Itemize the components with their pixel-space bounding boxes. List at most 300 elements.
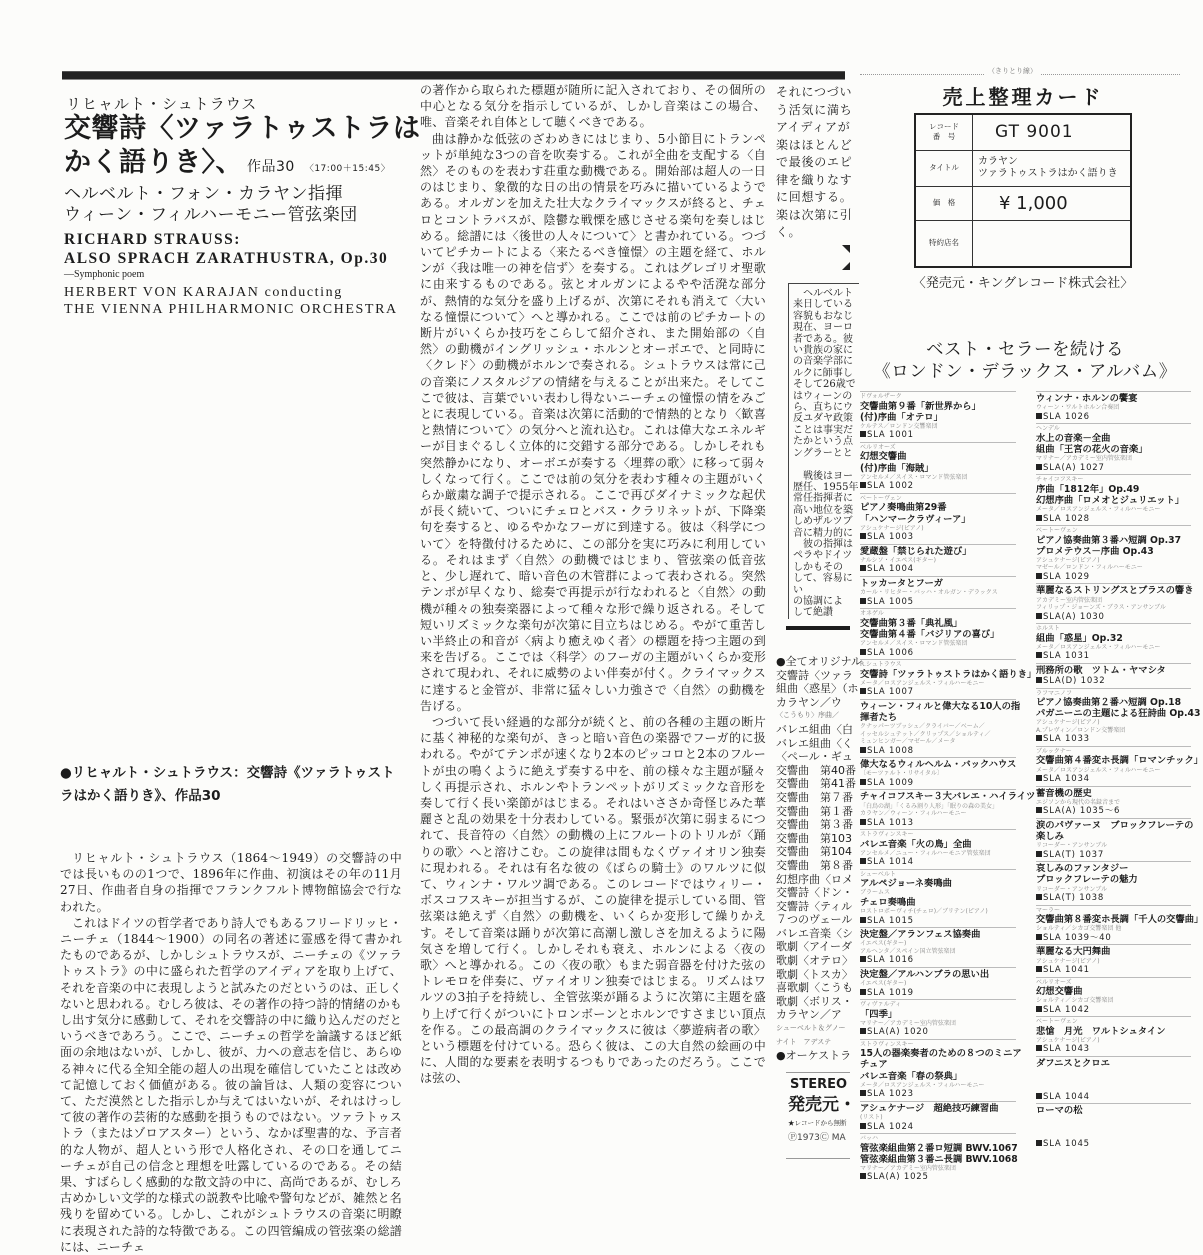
catalog-line: 喜歌劇〈こうも — [776, 981, 853, 995]
composer: ベルリオーズ — [860, 443, 896, 451]
stereo-label: STEREO — [790, 1077, 848, 1092]
bio-line: 音に精力的に — [793, 527, 853, 539]
bio-line: ヘルベルト — [793, 288, 853, 299]
top-rule — [62, 71, 845, 79]
performers: イエペス(ギター) — [860, 980, 907, 988]
album-title: 交響曲第４番「バジリアの喜び」 — [860, 628, 1000, 640]
catalog-number: SLA 1042 — [1036, 1005, 1191, 1016]
performers: イッセルシュテット／クリップス／ショルティ／ — [860, 730, 991, 738]
catalog-line: 交響曲 第８番 — [776, 858, 853, 872]
catalog-number: SLA(A) 1027 — [1036, 463, 1191, 474]
catalog-item — [1036, 786, 1191, 818]
text-line: 楽はほとんど — [776, 137, 853, 152]
catalog-number: SLA 1039～40 — [1036, 933, 1191, 944]
catalog-item — [1036, 944, 1191, 976]
work-en: ALSO SPRACH ZARATHUSTRA, Op.30 — [64, 250, 389, 267]
catalog-item — [860, 391, 1016, 442]
catalog-line: バレエ組曲〈く — [776, 736, 853, 750]
catalog-line: 交響曲 第１番 — [776, 804, 853, 818]
catalog-item — [860, 442, 1016, 493]
performers: リコーダー・アンサンブル — [1036, 885, 1108, 893]
catalog-number: SLA 1019 — [860, 988, 1016, 999]
bio-line: 歴任、1955年 — [793, 481, 859, 493]
performers: マリナー／アカデミー室内管弦楽団 — [1036, 455, 1132, 463]
bio-line: しめザルツブ — [793, 516, 853, 528]
title-line-2-text: かく語りき〉、 — [64, 147, 243, 178]
copyright: Ⓟ1973Ⓒ MA — [788, 1133, 846, 1143]
catalog-number: SLA 1016 — [860, 955, 1016, 966]
catalog-line: 交響曲 第40番 — [776, 763, 856, 777]
catalog-item — [860, 659, 1037, 699]
performers: マゼール／ロンドン・フィルハーモニー — [1036, 564, 1143, 572]
album-title: 哀しみのファンタジー — [1036, 863, 1129, 875]
catalog-line: 交響曲 第41番 — [776, 777, 856, 791]
catalog-line: 〈こうもり〉序曲／ — [776, 711, 839, 720]
catalog-number: SLA 1028 — [1036, 514, 1191, 525]
performers: アシュケナージ(ピアノ) — [1036, 957, 1100, 965]
performers — [1036, 1069, 1191, 1077]
album-title: 管弦楽組曲第２番ロ短調 BWV.1067 — [860, 1142, 1018, 1154]
card-label: タイトル — [915, 150, 973, 186]
catalog-number: SLA(A) 1025 — [860, 1172, 1016, 1183]
subtitle-en: —Symphonic poem — [64, 269, 145, 280]
performers: マリナー／アカデミー室内管弦楽団 — [860, 1019, 956, 1027]
album-title: ピアノ協奏曲第２番ハ短調 Op.18 — [1036, 697, 1182, 709]
best-seller-heading — [860, 339, 1190, 383]
catalog-line: 歌劇〈トスカ〉 — [776, 967, 853, 981]
sales-card-title: 売上整理カード — [942, 85, 1104, 109]
album-title: 水上の音楽－全曲 — [1036, 432, 1111, 444]
catalog-line: 組曲〈惑星〉（ホ — [776, 682, 859, 696]
text-line: で最後のエピ — [776, 155, 853, 169]
album-title: 序曲「1812年」Op.49 — [1036, 483, 1140, 495]
catalog-number: SLA 1043 — [1036, 1044, 1191, 1055]
catalog-item — [860, 1039, 1022, 1101]
catalog-line: カラヤン／ウ — [776, 695, 842, 709]
text-line: う活気に満ち — [776, 102, 853, 117]
catalog-item — [860, 999, 1016, 1039]
catalog-number: SLA 1023 — [860, 1089, 1016, 1100]
text-line: に回想する。 — [776, 190, 853, 204]
album-title: 管弦楽組曲第３番ニ長調 BWV.1068 — [860, 1153, 1018, 1165]
album-title: ピアノ奏鳴曲第29番 — [860, 502, 947, 514]
paragraph: 曲は静かな低弦のざわめきにはじまり、5小節目にトランペットが単純な3つの音を吹奏する。これが全曲を支配する〈自然〉そのものを表わす荘重な動機である。開始部は超人の一日のはじまり、象徴的な日の出の情景を巧みに描いているようである。オルガンを加えた壮大なクライマックスが終ると、チェロとコントラバスが、陰鬱な戦慄を感じさせる楽句を奏しはじめる。総譜には〈後世の人々について〉と書かれている。つづいてピチカートによる〈来たるべき憧憬〉の主題を経て、ホルンが〈我は唯一の神を信ず〉を奏する。これはグレゴリオ聖歌に由来するものである。弦とオルガンによるやや活溌な部分が、熱情的な気分を盛り上げるが、次第にそれも消えて〈大いなる憧憬について〉へと導かれる。ここでは前のピチカートの断片がいくらか技巧をこらして紹介され、また開始部の〈自然〉の動機がイングリッシュ・ホルンとオーボエで、と同時に〈クレド〉の動機がホルンで奏される。シュトラウスは常に己の音楽にノスタルジアの情緒を与えることが出来た。そしてここで彼は、言葉でいい表わし得ないニーチェの憧憬の情をみごとに表現している。音楽は次第に活動的で情熱的となり〈歓喜と熱情について〉の気分へと流れ込む。これは偉大なエネルギーが目まぐるしく立体的に交錯する部分である。しかしそれも突然静かになり、オーボエが奏する〈埋葬の歌〉に移って弱々しくなって行く。ここでは前の気分を表わす種々の主題がいくらか厳粛な調子で提示される。ここで再びダイナミックな起伏が長く続いて、ついにチェロとバス・クラリネットが、下降楽句を奏すると、ゆるやかなフーガに到達する。彼は〈科学について〉を特徴付けるために、この部分を実に巧みに利用している。それはまず〈自然〉の動機ではじまり、管弦楽の低音弦と、少し遅れて、暗い音色の木管群によって表わされる。突然テンポが早くなり、総奏で再提示が行なわれると〈自然〉の動機が種々の独奏楽器によって種々な形で繰り返される。そして短いリズミックな楽句が次第に目立ちはじめる。やがて重苦しい半終止の和音が〈病より癒えゆく者〉の標題を持つ主題の到来を告げる。ここでは〈科学〉のフーガの主題がいくらか変形されて現われ、それに威勢のよい伴奏が付く。クライマックスに達すると金管が、非常に猛々しい力強さで〈自然〉の動機を告げる。 — [420, 131, 766, 713]
bio-line: 者である。彼 — [793, 333, 853, 345]
catalog-right-column — [1036, 391, 1203, 1150]
catalog-line: 歌劇〈ボリス・ — [776, 994, 853, 1008]
album-title: トッカータとフーガ — [860, 577, 943, 589]
card-value-dealer — [973, 220, 1132, 267]
catalog-number: SLA(A) 1035～6 — [1036, 806, 1191, 817]
catalog-item — [1036, 1103, 1191, 1150]
composer: マーラー — [1036, 906, 1061, 914]
album-title: 蓄音機の歴史 — [1036, 787, 1092, 799]
composer-jp: リヒャルト・シュトラウス — [66, 95, 258, 113]
catalog-number: SLA 1009 — [860, 778, 1016, 789]
bio-line: たかという点 — [793, 436, 853, 448]
bio-line: 戦後はヨー — [793, 470, 853, 482]
performers: ウィーン・ワルトホルン合奏団 — [1036, 404, 1120, 412]
catalog-number: SLA 1033 — [1036, 734, 1191, 745]
catalog-line: ７つのヴェール — [776, 913, 853, 927]
catalog-number: SLA 1031 — [1036, 651, 1191, 662]
best-seller-heading-line1: ベスト・セラーを続ける — [926, 340, 1124, 360]
performers: アンセルメ／スイス・ロマンド管弦楽団 — [860, 640, 968, 648]
composer: ストラヴィンスキー — [860, 1040, 914, 1048]
performers: A.プレヴィン／ロンドン交響楽団 — [1036, 726, 1126, 734]
album-title: アルペジョーネ奏鳴曲 — [860, 878, 952, 890]
bio-line: 現在、ヨーロ — [793, 322, 853, 334]
album-title: (付)序曲「オテロ」 — [860, 411, 943, 423]
performers: メータ／ロスアンジェルス・フィルハーモニー — [1036, 506, 1161, 514]
album-title: 華麗なるストリングスとブラスの響き — [1036, 585, 1194, 597]
performers — [1036, 1084, 1191, 1092]
album-title: 交響曲第４番変ホ長調「ロマンチック」 — [1036, 755, 1203, 767]
card-value-record-number: GT 9001 — [973, 114, 1132, 150]
album-title: プロメテウス－序曲 Op.43 — [1036, 545, 1154, 557]
notes-heading: ●リヒャルト・シュトラウス：交響詩《ツァラトゥストラはかく語りき》、作品30 — [60, 765, 395, 804]
composer: シューベルト — [860, 870, 896, 878]
album-title: 楽しみ — [1036, 831, 1064, 843]
card-value-title: カラヤン ツァラトゥストラはかく語りき — [973, 150, 1132, 186]
composer: ベートーヴェン — [1036, 527, 1078, 535]
album-title: 交響詩「ツァラトゥストラはかく語りき」 — [860, 668, 1037, 680]
album-title: チュア — [860, 1059, 888, 1071]
catalog-line: バレエ音楽〈シ — [776, 926, 853, 940]
catalog-number: SLA 1007 — [860, 687, 1016, 698]
bio-line: して、容易に — [793, 573, 853, 585]
bio-line: の協調によ — [793, 595, 843, 607]
english-credits — [64, 230, 398, 318]
catalog-number: SLA(A) 1020 — [860, 1027, 1016, 1038]
corner-mark — [842, 245, 850, 253]
duration: 〈17:00＋15:45〉 — [304, 164, 391, 174]
performers: ケルテス／ロンドン交響楽団 — [860, 422, 938, 430]
album-title: 組曲「王宮の花火の音楽」 — [1036, 443, 1148, 455]
catalog-number: SLA 1002 — [860, 481, 1016, 492]
album-title: バレエ音楽「火の鳥」全曲 — [860, 838, 972, 850]
bio-line: い貴族の家に — [793, 345, 853, 357]
catalog-item — [1036, 474, 1191, 525]
album-title: 揮者たち — [860, 711, 898, 723]
catalog-line: ●オーケストラ — [776, 1049, 852, 1063]
catalog-line: シューベルト＆グノー — [776, 1024, 846, 1033]
catalog-number: SLA 1008 — [860, 746, 1016, 757]
cut-line-label: （きりとり線） — [985, 66, 1040, 76]
catalog-line: 交響曲 第104 — [776, 845, 852, 859]
catalog-item — [1036, 525, 1191, 583]
bio-line: ペラやドイツ — [793, 550, 853, 562]
catalog-number: SLA 1045 — [1036, 1139, 1191, 1150]
catalog-line: ●全てオリジナル — [776, 655, 863, 668]
album-title: ダフニスとクロエ — [1036, 1057, 1110, 1069]
catalog-number: SLA 1034 — [1036, 774, 1191, 785]
album-title: 幻想交響曲 — [860, 451, 907, 463]
composer: バッハ — [860, 1135, 879, 1143]
performers: カラヤン／ウィーン・フィルハーモニー — [860, 810, 967, 818]
catalog-item — [1036, 583, 1194, 623]
album-title: パガニーニの主題による狂詩曲 Op.43 — [1036, 708, 1201, 720]
paragraph: リヒャルト・シュトラウス（1864～1949）の交響詩の中では長いものの1つで、1896年に作曲、初演はその年の11月27日、作曲者自身の指揮でフランクフルト博物館協会で行なわれた。 — [60, 851, 402, 914]
performers-jp — [64, 184, 358, 226]
bio-line — [793, 459, 849, 470]
album-title: バレエ音楽「春の祭典」 — [860, 1070, 963, 1082]
catalog-number: SLA 1013 — [860, 818, 1016, 829]
performers: エジソンから現代の名録音まで — [1036, 798, 1121, 806]
catalog-number: SLA 1001 — [860, 430, 1016, 441]
catalog-item — [860, 699, 1021, 757]
bio-line: ルクに師事し — [793, 367, 853, 379]
performers — [1036, 1124, 1191, 1132]
performers: ショルティ／シカゴ交響楽団 — [1036, 997, 1114, 1005]
card-row-title — [915, 150, 1131, 186]
catalog-line: 交響詩〈ドン・ — [776, 886, 853, 900]
composer: ドヴォルザーク — [860, 393, 902, 400]
performers: アカデミー室内管弦楽団 — [1036, 596, 1102, 604]
catalog-number: SLA(A) 1030 — [1036, 612, 1191, 623]
text-line: 楽は次第に引 — [776, 207, 853, 222]
performers: アンセルメ／スイス・ロマンド管弦楽団 — [860, 473, 968, 481]
performers: メータ／ロスアンジェルス・フィルハーモニー — [860, 1081, 985, 1089]
bio-line: ングラーとと — [793, 447, 853, 459]
catalog-number: SLA(T) 1037 — [1036, 850, 1191, 861]
performers: カール・リヒター・バッハ・オルガン・デラックス — [860, 589, 998, 597]
composer: ブラームス — [860, 889, 891, 897]
performers: アシュケナージ(ピアノ) — [1036, 1036, 1100, 1044]
bio-line: の音楽学部に — [793, 356, 853, 368]
composer: ヴィヴァルディ — [860, 1001, 902, 1009]
performers: アルヘンタ／スペイン国立管弦楽団 — [860, 947, 956, 955]
catalog-number: SLA(T) 1038 — [1036, 893, 1191, 904]
composer: ベートーヴェン — [860, 494, 902, 502]
composer: ホルスト — [1036, 625, 1060, 633]
catalog-item — [860, 967, 1016, 999]
title-line-2 — [64, 146, 421, 186]
catalog-item — [1036, 861, 1191, 904]
album-title: 悲愴 月光 ワルトシュタイン — [1036, 1025, 1166, 1037]
catalog-item — [1036, 1016, 1191, 1056]
catalog-item — [1036, 1056, 1191, 1103]
composer: オネゲル — [860, 610, 884, 618]
bio-line: 彼の指揮は — [793, 538, 853, 550]
catalog-number: SLA(D) 1032 — [1036, 676, 1191, 687]
performers — [1036, 1131, 1191, 1139]
catalog-item — [860, 1133, 1016, 1184]
bio-line: 反ユダヤ政策 — [793, 413, 853, 425]
catalog-line: 交響詩〈ティル — [776, 899, 853, 913]
catalog-item — [860, 608, 1016, 659]
album-title: 交響曲第８番変ホ長調「千人の交響曲」 — [1036, 914, 1203, 926]
composer-en: RICHARD STRAUSS: — [64, 231, 241, 248]
card-label — [915, 114, 973, 150]
label-text: レコード 番 号 — [929, 122, 959, 142]
orchestra-jp: ウィーン・フィルハーモニー管弦楽団 — [64, 205, 358, 225]
performers: フィリップ・ジョーンズ・ブラス・アンサンブル — [1036, 604, 1166, 612]
bio-line: 高い地位を築 — [793, 504, 853, 516]
performers: アンセルメ／ニュー・フィルハーモニア管弦楽団 — [860, 849, 991, 857]
catalog-left-column — [860, 391, 1037, 1184]
divider — [786, 1158, 850, 1159]
bio-line: い — [793, 584, 803, 596]
catalog-item — [860, 493, 1016, 544]
catalog-number: SLA 1003 — [860, 532, 1016, 543]
album-title: 涙のパヴァーヌ ブロックフレーテの — [1036, 819, 1194, 831]
text-line: それにつづい — [776, 85, 853, 99]
catalog-line: 交響曲 第７番 — [776, 790, 853, 804]
catalog-item — [860, 576, 1016, 608]
sales-card — [914, 113, 1132, 268]
album-title: 刑務所の歌 ツトム・ヤマシタ — [1036, 664, 1166, 676]
bio-line: そして26歳で — [793, 379, 856, 391]
composer: ベートーヴェン — [1036, 1018, 1078, 1026]
album-title: 交響曲第９番「新世界から」 — [860, 400, 981, 412]
catalog-number: SLA 1005 — [860, 597, 1016, 608]
catalog-item — [860, 1101, 1016, 1133]
album-title: 「四季」 — [860, 1008, 898, 1020]
catalog-item — [1036, 663, 1191, 688]
paragraph: つづいて長い経過的な部分が続くと、前の各種の主題の断片に基く神秘的な楽句が、きっと暗い音色の楽器でフーガ的に扱われる。やがてテンポが速くなり2本のピッコロと2本のフルートが虫の鳴くように絶えず奏する中を、前の様々な主題が騒々しく再提示され、ホルンやトランペットがリズミックな音形を奏して行く長い楽節がはじまる。それはいささか奇怪じみた華麗さと乱の効果を十分表わしている。緊張が次第に弱まるにつれて、長音符の〈自然〉の動機の上にフルートのトリルが〈踊りの歌〉へと溶けこむ。この旋律は間もなくヴァイオリン独奏に現われる。それは有名な彼の《ばらの騎士》のワルツに似て、ウィンナ・ワルツ調である。このレコードではウィリー・ボスコフスキーが担当するが、この旋律を提示している間、管弦楽は絶えず〈自然〉の動機を、いくらか変形して繰りかえす。そして音楽は踊りが次第に高潮し激しさを加えるように陽気さを増して行く。しかしそれも衰え、ホルンによる〈夜の歌〉へと導かれる。この〈夜の歌〉もまた弱音器を付けた弦のトレモロを伴奏に、ヴァイオリン独奏ではじまる。リズムはワルツの3拍子を持続し、全管弦楽が踊るように次第に主題を盛り上げて行くがついにトロンボーンとホルンですさまじい頂点を作る。この最高調のクライマックスに彼は〈夢遊病者の歌〉という標題を付けている。恐らく彼は、この大自然の絵画の中に、人間的な要素を表明するつもりであったのだろう。ここでは弦の、 — [420, 714, 766, 1086]
album-title: 幻想交響曲 — [1036, 986, 1083, 998]
catalog-line: 交響曲 第３番 — [776, 818, 853, 832]
publisher-label: 発売元・ — [788, 1095, 856, 1115]
orchestra-en: THE VIENNA PHILHARMONIC ORCHESTRA — [64, 302, 398, 317]
catalog-number: SLA 1026 — [1036, 412, 1191, 423]
bio-line: 容貌もおなじ — [793, 310, 853, 322]
bio-line: しかもその — [793, 561, 843, 573]
performers: メータ／ロスアンジェルス・フィルハーモニー — [1036, 643, 1161, 651]
bio-line: 来日している — [793, 299, 853, 311]
performers — [1036, 1116, 1191, 1124]
card-row-dealer — [915, 220, 1131, 267]
bio-text — [793, 288, 859, 619]
corner-mark — [842, 262, 850, 270]
catalog-line: 歌劇〈オテロ〉 — [776, 954, 853, 968]
bio-line: して絶讃 — [793, 607, 833, 619]
catalog-item — [1036, 423, 1191, 474]
composer: チャイコフスキー — [1036, 476, 1084, 484]
page-title — [64, 112, 421, 186]
bio-line: ことは事実だ — [793, 424, 853, 436]
composer: ブルックナー — [1036, 747, 1072, 755]
performers: ナルシソ・イエペス(ギター) — [860, 556, 936, 564]
performers: ロストロポーヴィチ(チェロ)／ブリテン(ピアノ) — [860, 908, 988, 916]
title-line-1: 交響詩〈ツァラトゥストラは — [64, 113, 421, 144]
text-line: アイディアが — [776, 120, 851, 134]
catalog-number: SLA 1029 — [1036, 572, 1191, 583]
album-title: ウィンナ・ホルンの饗宴 — [1036, 393, 1138, 404]
performers: 「白鳥の湖」「くるみ割り人形」「眠りの森の美女」 — [860, 802, 999, 810]
catalog-line: 幻想序曲〈ロメ — [776, 872, 853, 886]
album-title: アシュケナージ 超絶技巧練習曲 — [860, 1102, 999, 1114]
section-bar — [786, 626, 850, 630]
card-label: 特約店名 — [915, 220, 973, 267]
performers: イエペス(ギター) — [860, 940, 907, 948]
catalog-item — [1036, 391, 1191, 423]
karajan-catalog-list — [776, 655, 863, 1063]
catalog-line: 交響詩〈ツァラ — [776, 668, 853, 682]
text-line: 律を織りなす — [776, 172, 853, 187]
album-title: 愛蔵盤「禁じられた遊び」 — [860, 545, 972, 557]
catalog-line: 歌劇〈アイーダ — [776, 940, 853, 954]
text-line: く。 — [776, 225, 802, 239]
catalog-item — [1036, 688, 1201, 746]
notes-left-column — [60, 850, 402, 1255]
catalog-line: カラヤン／ア — [776, 1008, 842, 1022]
paragraph: の著作から取られた標題が随所に記入されており、その個所の中心となる気分を指示しているが、しかし音楽はこの場合、唯、音楽それ自体として聴くべきである。 — [420, 83, 766, 130]
card-row-record-number — [915, 114, 1131, 150]
album-title: 「ハンマークラヴィーア」 — [860, 513, 971, 525]
album-title: ローマの松 — [1036, 1105, 1083, 1117]
catalog-item — [1036, 977, 1191, 1017]
catalog-number: SLA 1044 — [1036, 1092, 1191, 1103]
performers: メータ／ロスアンジェルス・フィルハーモニー — [1036, 766, 1161, 774]
composer: R.シュトラウス — [860, 661, 902, 669]
catalog-item — [1036, 818, 1194, 861]
catalog-number: SLA 1041 — [1036, 965, 1191, 976]
catalog-item — [860, 544, 1016, 576]
divider — [786, 1072, 850, 1073]
opus: 作品30 — [247, 159, 295, 175]
composer: ラフマニノフ — [1036, 689, 1073, 697]
bio-line: 常任指揮者に — [793, 493, 853, 505]
album-title: 華麗なる大円舞曲 — [1036, 946, 1111, 958]
notes-middle-column — [420, 82, 766, 1087]
album-title: チェロ奏鳴曲 — [860, 896, 916, 908]
album-title: ブロックフレーテの魅力 — [1036, 874, 1138, 886]
catalog-item — [1036, 905, 1203, 945]
album-title: ウィーン・フィルと偉大なる10人の指 — [860, 700, 1021, 712]
performers: ミュンヒンガー／マゼール／メータ — [860, 738, 956, 746]
performers: メータ／ロスアンジェルス・フィルハーモニー — [860, 679, 985, 687]
album-title: 幻想序曲「ロメオとジュリエット」 — [1036, 494, 1185, 506]
catalog-number: SLA 1015 — [860, 916, 1016, 927]
catalog-item — [1036, 623, 1191, 663]
composer: ベルリオーズ — [1036, 978, 1072, 986]
bio-line: ら、直ちにウ — [793, 402, 853, 414]
catalog-line: 〈ペール・ギュ — [776, 750, 853, 764]
album-title: 交響曲第３番「典礼風」 — [860, 617, 963, 629]
paragraph: これはドイツの哲学者であり詩人でもあるフリードリッヒ・ニーチェ（1844～1900）の同名の著述に霊感を得て書かれたものであるが、しかしシュトラウスが、ニーチェの《ツァラトゥストラ》の中に盛られた哲学のアイディアを取り上げて、それを音楽の中に表現しようと試みたのだというのは、正しくないと思われる。むしろ彼は、その著作の持つ詩的情緒のかもし出す気分に感動して、それを交響詩の中に織り込んだのだというべきであろう。ここで、ニーチェの哲学を論議するほど紙面の余地はないが、しかし、彼が、力への意志を信じ、あらゆる神々に代る全知全能の超人の出現を確信していたことは改めて記憶しておく価値がある。彼の論旨は、人類の変容について、ただ漠然とした指示しか与えてはいないが、それはけっして彼の著作の芸術的な感動を損うものではない。ツァラトゥストラ（またはゾロアスター）という、なかば聖書的な、予言者的な人物が、超人という形で人格化され、その口を通してニーチェが自己の信念と理想を吐露しているのである。その結果、すばらしく感動的な散文詩の中に、高尚であるが、むしろ古めかしい文学的な様式の説教や比喩や警句などが、雑然と名残りを留めている。しかし、これがシュトラウスの音楽に明瞭に表現された詩的な特徴である。この四管編成の管弦楽の総譜には、ニーチェ — [60, 915, 402, 1254]
composer: ヘンデル — [1036, 425, 1060, 433]
catalog-line: バレエ組曲〈白 — [776, 722, 853, 736]
album-title: 15人の器楽奏者のための８つのミニア — [860, 1048, 1022, 1060]
performers: アシュケナージ(ピアノ) — [1036, 719, 1100, 727]
performers: リコーダー・アンサンブル — [1036, 842, 1108, 850]
performers: アシュケナージ(ピアノ) — [860, 524, 924, 532]
performers — [1036, 1077, 1191, 1085]
catalog-item — [860, 927, 1016, 967]
album-title: ピアノ協奏曲第３番ハ短調 Op.37 — [1036, 534, 1182, 546]
album-title: 偉大なるウィルヘルム・バックハウス — [860, 759, 1017, 771]
catalog-number: SLA 1014 — [860, 857, 1016, 868]
performers: (リスト) — [860, 1114, 883, 1122]
card-value-price: ¥ 1,000 — [973, 186, 1132, 220]
catalog-item — [860, 789, 1036, 829]
card-label: 価 格 — [915, 186, 973, 220]
card-row-price — [915, 186, 1131, 220]
performers: 〔モーツァルト・リサイタル〕 — [860, 770, 943, 778]
performers: クナッパーツブッシュ／クライバー／ベーム／ — [860, 723, 985, 731]
best-seller-heading-line2: 《ロンドン・デラックス・アルバム》 — [873, 362, 1177, 382]
performers: ショルティ／シカゴ交響楽団 他 — [1036, 925, 1122, 933]
album-title: (付)序曲「海賊」 — [860, 462, 934, 474]
catalog-number: SLA 1006 — [860, 648, 1016, 659]
performers: アシュケナージ(ピアノ) — [1036, 556, 1100, 564]
album-title: チャイコフスキー３大バレエ・ハイライツ — [860, 791, 1036, 803]
next-column-text — [776, 84, 853, 242]
catalog-item — [860, 757, 1016, 789]
album-title: 組曲「惑星」Op.32 — [1036, 632, 1123, 644]
